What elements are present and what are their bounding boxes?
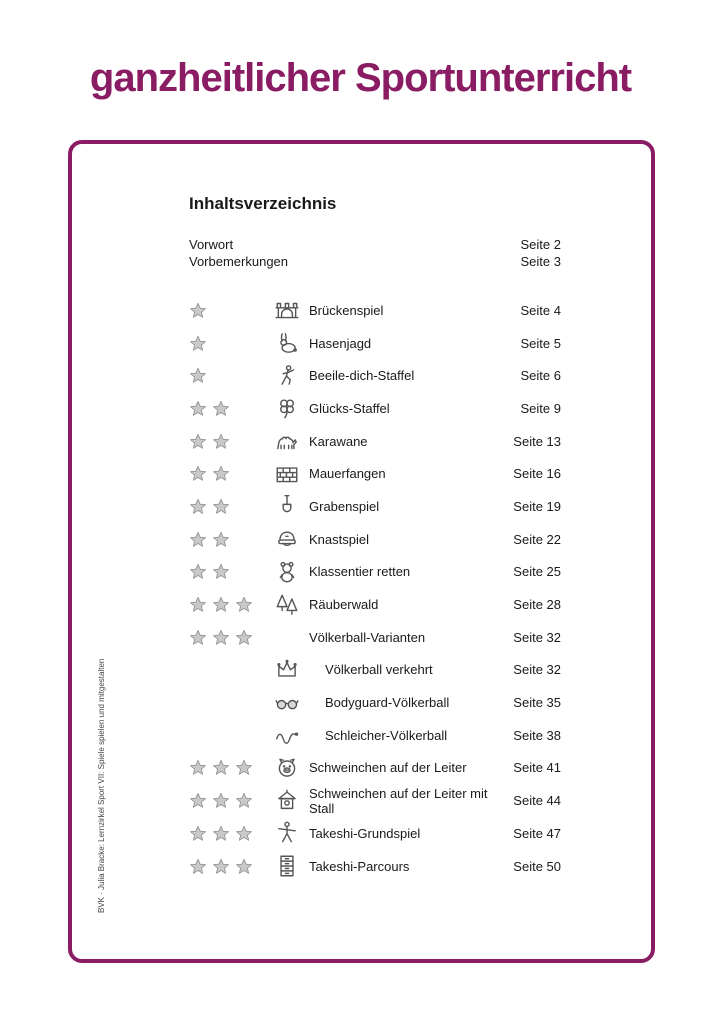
star-rating — [189, 335, 265, 352]
bridge-icon — [265, 297, 309, 323]
entry-page: Seite 50 — [513, 858, 561, 874]
star-rating — [189, 498, 265, 515]
toc-entry-row — [189, 523, 561, 556]
entry-page: Seite 13 — [513, 433, 561, 449]
front-label: Vorwort — [189, 237, 234, 252]
entry-page: Seite 28 — [513, 597, 561, 613]
entry-label: Takeshi-Parcours — [309, 858, 410, 874]
star-rating — [189, 792, 265, 809]
star-rating — [189, 629, 265, 646]
entry-page: Seite 9 — [520, 400, 561, 416]
runner-icon — [265, 363, 309, 389]
entry-page: Seite 35 — [513, 695, 561, 711]
entry-label: Mauerfangen — [309, 466, 386, 482]
front-page: Seite 2 — [520, 237, 561, 252]
entry-label: Grabenspiel — [309, 498, 380, 514]
entry-page: Seite 38 — [513, 727, 561, 743]
entry-label: Völkerball verkehrt — [325, 662, 433, 678]
sidebar-credit: BVK · Julia Bracke: Lernzirkel Sport VII: Spiele spielen und mitgestalten — [97, 658, 106, 913]
front-label: Vorbemerkungen — [189, 254, 289, 269]
entry-page: Seite 32 — [513, 629, 561, 645]
entry-label: Knastspiel — [309, 531, 369, 547]
entry-page: Seite 6 — [520, 368, 561, 384]
toc-entry-row — [189, 556, 561, 589]
entry-page: Seite 5 — [520, 335, 561, 351]
star-rating — [189, 465, 265, 482]
entry-label: Takeshi-Grundspiel — [309, 825, 421, 841]
entry-label: Räuberwald — [309, 597, 379, 613]
front-page: Seite 3 — [520, 254, 561, 269]
clover-icon — [265, 395, 309, 421]
page-title: ganzheitlicher Sportunterricht — [89, 56, 632, 100]
entry-label: Klassentier retten — [309, 564, 411, 580]
toc-entry-row — [189, 621, 561, 654]
toc-entry-row — [189, 294, 561, 327]
entry-label: Schleicher-Völkerball — [325, 727, 448, 743]
takeshi-figure-icon — [265, 820, 309, 846]
teddy-bear-icon — [265, 559, 309, 585]
toc-entries — [189, 294, 561, 882]
star-rating — [189, 596, 265, 613]
star-rating — [189, 563, 265, 580]
entry-page: Seite 19 — [513, 498, 561, 514]
entry-label: Brückenspiel — [309, 302, 384, 318]
sunglasses-icon — [265, 690, 309, 716]
star-rating — [189, 367, 265, 384]
toc-entry-row — [189, 490, 561, 523]
toc-entry-row — [189, 392, 561, 425]
toc-entry-row — [189, 850, 561, 883]
entry-page: Seite 4 — [520, 302, 561, 318]
toc-entry-row — [189, 425, 561, 458]
cap-icon — [265, 526, 309, 552]
toc-entry-row — [189, 719, 561, 752]
entry-label: Beeile-dich-Staffel — [309, 368, 415, 384]
toc-entry-row — [189, 457, 561, 490]
fir-trees-icon — [265, 592, 309, 618]
brick-wall-icon — [265, 461, 309, 487]
front-matter — [189, 237, 561, 271]
entry-label: Hasenjagd — [309, 335, 372, 351]
toc-entry-row — [189, 588, 561, 621]
entry-label: Schweinchen auf der Leiter — [309, 760, 467, 776]
entry-page: Seite 16 — [513, 466, 561, 482]
entry-page: Seite 25 — [513, 564, 561, 580]
entry-label: Völkerball-Varianten — [309, 629, 426, 645]
toc-entry-row — [189, 686, 561, 719]
snake-icon — [265, 722, 309, 748]
star-rating — [189, 302, 265, 319]
camel-icon — [265, 428, 309, 454]
entry-page: Seite 44 — [513, 793, 561, 809]
front-matter-row — [189, 254, 561, 271]
birdhouse-icon — [265, 788, 309, 814]
entry-page: Seite 22 — [513, 531, 561, 547]
entry-label: Karawane — [309, 433, 368, 449]
toc-frame — [68, 140, 655, 963]
star-rating — [189, 433, 265, 450]
star-rating — [189, 825, 265, 842]
toc-entry-row — [189, 752, 561, 785]
toc-entry-row — [189, 784, 561, 817]
star-rating — [189, 400, 265, 417]
star-rating — [189, 531, 265, 548]
front-matter-row — [189, 237, 561, 254]
star-rating — [189, 759, 265, 776]
star-rating — [189, 858, 265, 875]
toc-entry-row — [189, 817, 561, 850]
entry-page: Seite 32 — [513, 662, 561, 678]
toc-heading: Inhaltsverzeichnis — [189, 194, 337, 213]
entry-label: Glücks-Staffel — [309, 400, 390, 416]
crown-icon — [265, 657, 309, 683]
toc-entry-row — [189, 654, 561, 687]
toc-entry-row — [189, 359, 561, 392]
pig-icon — [265, 755, 309, 781]
shovel-icon — [265, 493, 309, 519]
drawer-tower-icon — [265, 853, 309, 879]
entry-page: Seite 47 — [513, 825, 561, 841]
rabbit-icon — [265, 330, 309, 356]
toc-entry-row — [189, 327, 561, 360]
entry-page: Seite 41 — [513, 760, 561, 776]
entry-label: Schweinchen auf der Leiter mit Stall — [309, 785, 488, 816]
entry-label: Bodyguard-Völkerball — [325, 695, 450, 711]
